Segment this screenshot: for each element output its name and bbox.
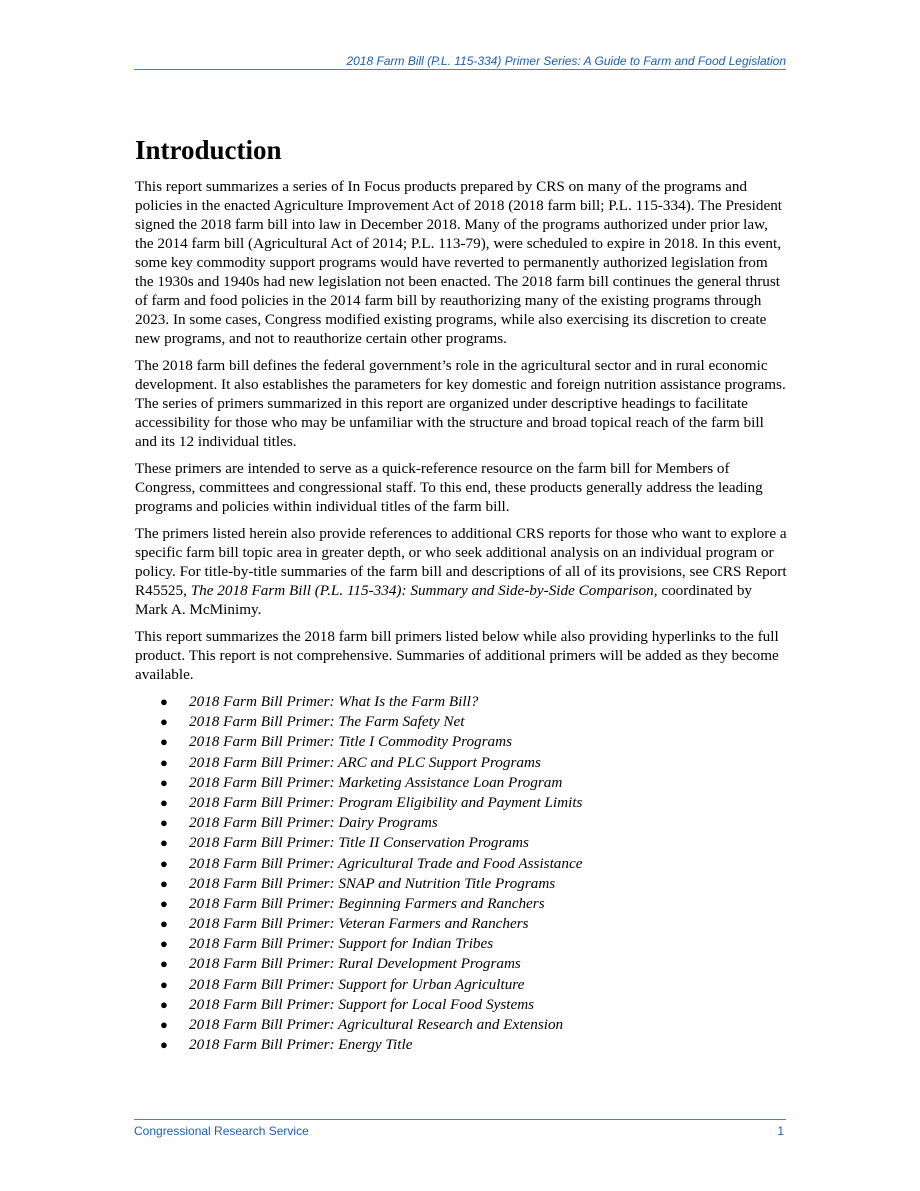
main-content: [135, 132, 787, 1055]
primer-list-item[interactable]: [135, 894, 787, 914]
intro-paragraph-3: These primers are intended to serve as a quick-reference resource on the farm bill for Members of Congress, committees and congressional staff. To this end, these products generally address the leading programs and policies within individual titles of the farm bill.: [135, 460, 763, 515]
primer-link[interactable]: 2018 Farm Bill Primer: Agricultural Research and Extension: [189, 1016, 564, 1033]
paragraph-4-text: The primers listed herein also provide references to additional CRS reports for those who want to explore a specific farm bill topic area in greater depth, or who seek additional analysis on an individual program or policy. For title-by-title summaries of the farm bill and descriptions of all of its provisions, see CRS Report R45525,: [135, 525, 787, 599]
primer-link[interactable]: 2018 Farm Bill Primer: Agricultural Trade and Food Assistance: [189, 854, 583, 872]
primer-link[interactable]: 2018 Farm Bill Primer: Title II Conservation Programs: [189, 834, 529, 852]
primer-list-item[interactable]: [135, 1035, 787, 1055]
bullet-icon: ●: [160, 1037, 168, 1053]
bullet-icon: ●: [160, 1017, 168, 1032]
primer-list-item[interactable]: [135, 954, 787, 974]
intro-paragraph-2: The 2018 farm bill defines the federal government’s role in the agricultural sector and in rural economic development. It also establishes the parameters for key domestic and foreign nutrition assistance programs. The series of primers summarized in this report are organized under descriptive headings to facilitate accessibility for those who may be unfamiliar with the structure and broad topical reach of the farm bill and its 12 individual titles.: [135, 357, 786, 450]
intro-paragraph-1: This report summarizes a series of In Focus products prepared by CRS on many of the programs and policies in the enacted Agriculture Improvement Act of 2018 (2018 farm bill; P.L. 115-334). The President signed the 2018 farm bill into law in December 2018. Many of the programs authorized under prior law, the 2014 farm bill (Agricultural Act of 2014; P.L. 113-79), were scheduled to expire in 2018. In this event, some key commodity support programs would have reverted to permanently authorized legislation from the 1930s and 1940s had new legislation not been enacted. The 2018 farm bill continues the general thrust of farm and food policies in the 2014 farm bill by reauthorizing many of the existing programs through 2023. In some cases, Congress modified existing programs, while also exercising its discretion to create new programs, and not to reauthorize certain other programs.: [135, 178, 783, 347]
primer-list-item[interactable]: [135, 975, 787, 995]
primer-link[interactable]: 2018 Farm Bill Primer: Rural Development Programs: [189, 955, 521, 973]
bullet-icon: ●: [160, 754, 168, 770]
bullet-icon: ●: [160, 875, 168, 891]
primer-link[interactable]: 2018 Farm Bill Primer: Beginning Farmers and Ranchers: [189, 894, 545, 912]
primer-list-item[interactable]: [135, 773, 787, 793]
primer-list-item[interactable]: [135, 833, 787, 853]
bullet-icon: ●: [160, 835, 168, 851]
primer-list-item[interactable]: [135, 692, 787, 712]
primer-link[interactable]: 2018 Farm Bill Primer: Program Eligibility and Payment Limits: [189, 793, 583, 811]
primer-link[interactable]: 2018 Farm Bill Primer: Marketing Assistance Loan Program: [189, 773, 563, 791]
bullet-icon: ●: [160, 895, 168, 911]
running-header: 2018 Farm Bill (P.L. 115-334) Primer Series: A Guide to Farm and Food Legislation: [134, 54, 786, 70]
page-number: 1: [777, 1124, 784, 1138]
bullet-icon: ●: [160, 714, 168, 730]
bullet-icon: ●: [160, 855, 168, 871]
primer-link[interactable]: 2018 Farm Bill Primer: Support for Indian Tribes: [189, 935, 494, 953]
intro-paragraph-5: This report summarizes the 2018 farm bill primers listed below while also providing hyperlinks to the full product. This report is not comprehensive. Summaries of additional primers will be added as they become available.: [135, 628, 779, 683]
primer-list-item[interactable]: [135, 732, 787, 752]
primer-list: [135, 692, 787, 1055]
bullet-icon: ●: [160, 815, 168, 831]
primer-list-item[interactable]: [135, 1015, 787, 1035]
primer-link[interactable]: 2018 Farm Bill Primer: Title I Commodity Programs: [189, 733, 513, 751]
intro-paragraph-4: [135, 524, 787, 619]
bullet-icon: ●: [160, 996, 168, 1012]
bullet-icon: ●: [160, 734, 168, 750]
primer-list-item[interactable]: [135, 934, 787, 954]
bullet-icon: ●: [160, 794, 168, 810]
primer-link[interactable]: 2018 Farm Bill Primer: Energy Title: [189, 1036, 413, 1054]
primer-link[interactable]: 2018 Farm Bill Primer: The Farm Safety Net: [189, 713, 465, 731]
primer-list-item[interactable]: [135, 874, 787, 894]
primer-link[interactable]: 2018 Farm Bill Primer: What Is the Farm Bill?: [189, 693, 479, 710]
primer-link[interactable]: 2018 Farm Bill Primer: Dairy Programs: [189, 814, 438, 832]
primer-list-item[interactable]: [135, 813, 787, 833]
footer-organization: Congressional Research Service: [134, 1124, 309, 1138]
primer-link[interactable]: 2018 Farm Bill Primer: Veteran Farmers and Ranchers: [189, 915, 529, 933]
primer-list-item[interactable]: [135, 854, 787, 874]
bullet-icon: ●: [160, 916, 168, 932]
page-footer: [134, 1119, 786, 1138]
primer-list-item[interactable]: [135, 995, 787, 1015]
primer-list-item[interactable]: [135, 914, 787, 934]
primer-list-item[interactable]: [135, 793, 787, 813]
primer-link[interactable]: 2018 Farm Bill Primer: SNAP and Nutrition Title Programs: [189, 874, 556, 892]
primer-list-item[interactable]: [135, 712, 787, 732]
primer-link[interactable]: 2018 Farm Bill Primer: ARC and PLC Support Programs: [189, 753, 541, 771]
primer-link[interactable]: 2018 Farm Bill Primer: Support for Urban Agriculture: [189, 975, 525, 993]
bullet-icon: ●: [160, 774, 168, 790]
report-title-link[interactable]: The 2018 Farm Bill (P.L. 115-334): Summary and Side-by-Side Comparison: [190, 582, 654, 599]
bullet-icon: ●: [160, 976, 168, 992]
paragraph-4-tail: , coordinated by Mark A. McMinimy.: [135, 582, 753, 618]
bullet-icon: ●: [160, 694, 168, 709]
section-heading: Introduction: [135, 135, 282, 165]
primer-list-item[interactable]: [135, 753, 787, 773]
primer-link[interactable]: 2018 Farm Bill Primer: Support for Local Food Systems: [189, 995, 535, 1013]
bullet-icon: ●: [160, 936, 168, 952]
bullet-icon: ●: [160, 956, 168, 972]
